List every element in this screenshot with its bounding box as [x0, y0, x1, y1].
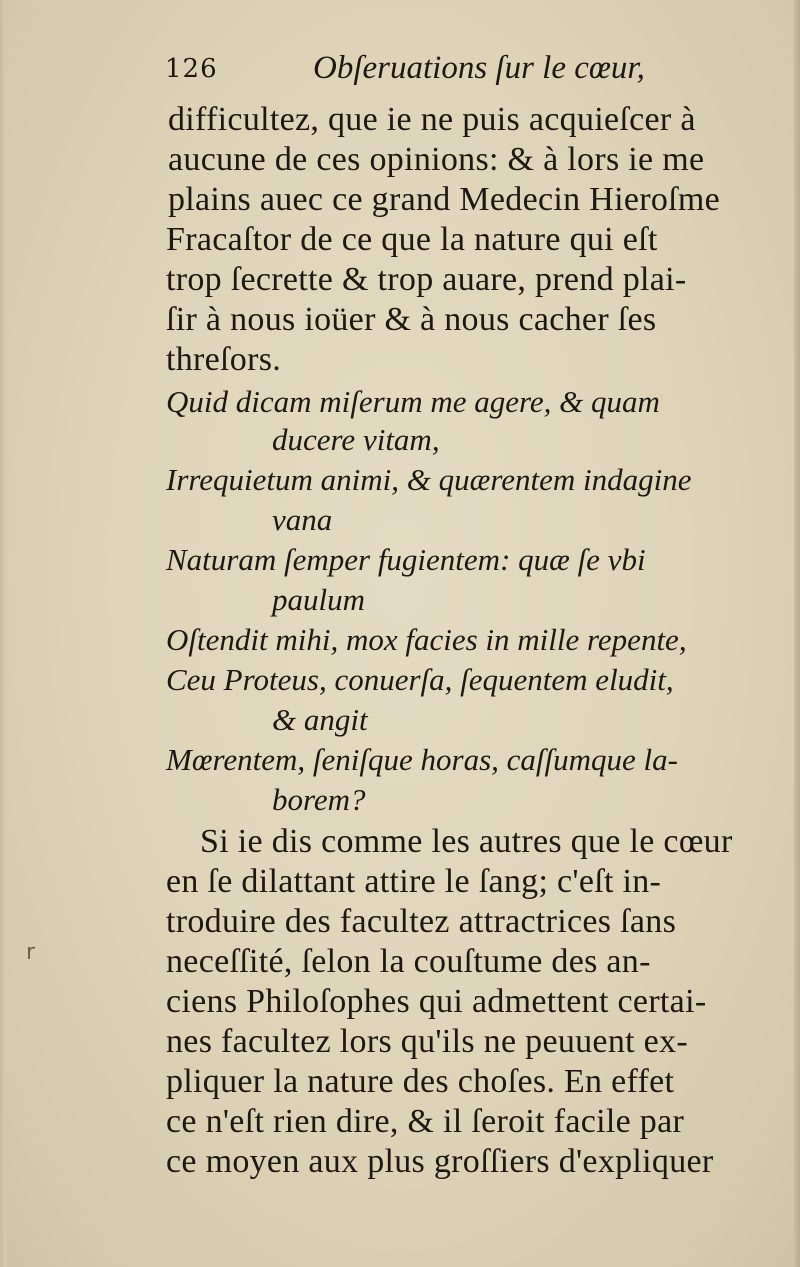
text-line: ſir à nous ioüer & à nous cacher ſes — [166, 301, 657, 338]
text-line: Si ie dis comme les autres que le cœur — [200, 823, 733, 860]
text-line: ciens Philoſophes qui admettent certai- — [166, 983, 707, 1020]
text-line: pliquer la nature des choſes. En effet — [166, 1063, 675, 1100]
margin-mark: r — [26, 940, 36, 965]
verse-line: Irrequietum animi, & quærentem indagine — [166, 462, 692, 497]
text-line: difficultez, que ie ne puis acquieſcer à — [168, 101, 696, 138]
page-number: 126 — [165, 54, 218, 84]
text-line: aucune de ces opinions: & à lors ie me — [168, 141, 705, 178]
verse-line: Ceu Proteus, conuerſa, ſequentem eludit, — [166, 662, 674, 697]
text-line: trop ſecrette & trop auare, prend plai- — [166, 261, 687, 298]
text-line: neceſſité, ſelon la couſtume des an- — [166, 943, 651, 980]
running-title: Obſeruations ſur le cœur, — [313, 50, 645, 86]
verse-line: Mœrentem, ſeniſque horas, caſſumque la- — [166, 742, 678, 777]
verse-line: ducere vitam, — [272, 422, 440, 457]
verse-line: vana — [272, 502, 333, 537]
page-left-edge — [0, 0, 6, 1267]
verse-line: & angit — [272, 702, 368, 737]
page-header — [165, 50, 725, 98]
text-line: en ſe dilattant attire le ſang; c'eſt in- — [166, 863, 662, 900]
verse-line: paulum — [272, 582, 365, 617]
verse-line: Naturam ſemper fugientem: quæ ſe vbi — [166, 542, 646, 577]
page-right-edge — [794, 0, 800, 1267]
text-line: nes facultez lors qu'ils ne peuuent ex- — [166, 1023, 688, 1060]
text-line: troduire des facultez attractrices ſans — [166, 903, 677, 940]
verse-line: Quid dicam miſerum me agere, & quam — [166, 384, 660, 419]
text-line: ce moyen aux plus groſſiers d'expliquer — [166, 1143, 714, 1180]
verse-line: borem? — [272, 782, 366, 817]
text-line: Fracaſtor de ce que la nature qui eſt — [166, 221, 658, 258]
verse-line: Oſtendit mihi, mox facies in mille repente, — [166, 622, 687, 657]
text-line: ce n'eſt rien dire, & il ſeroit facile par — [166, 1103, 685, 1140]
text-line: plains auec ce grand Medecin Hieroſme — [168, 181, 721, 218]
text-line: threſors. — [166, 341, 282, 378]
